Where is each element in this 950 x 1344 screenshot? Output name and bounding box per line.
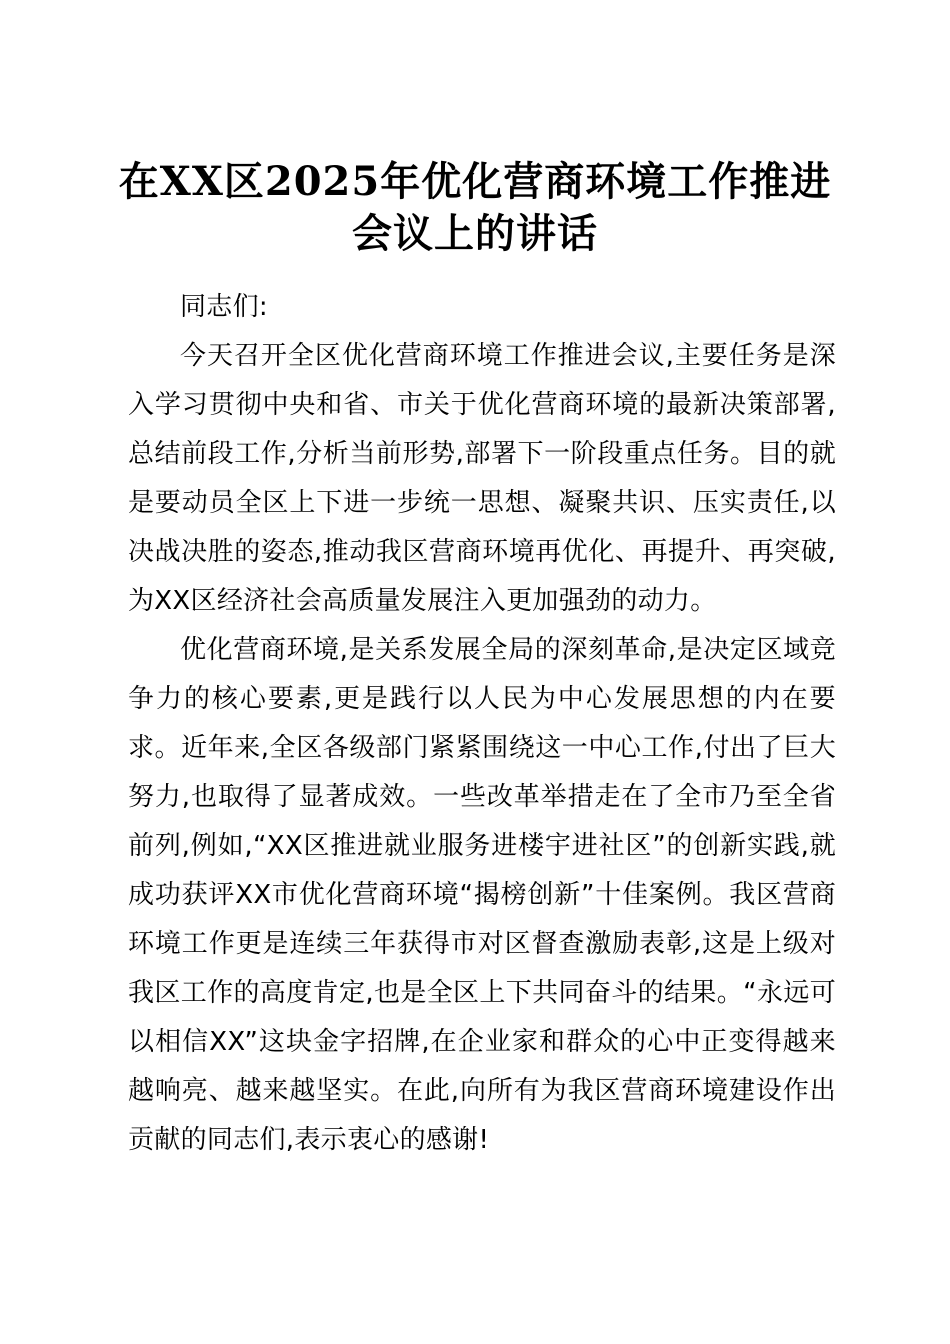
paragraph-2: 优化营商环境,是关系发展全局的深刻革命,是决定区域竞争力的核心要素,更是践行以人民为中心发展思想的内在要求。近年来,全区各级部门紧紧围绕这一中心工作,付出了巨大努力,也取得了显著成效。一些改革举措走在了全市乃至全省前列,例如,“XX区推进就业服务进楼宇进社区”的创新实践,就成功获评XX市优化营商环境“揭榜创新”十佳案例。我区营商环境工作更是连续三年获得市对区督查激励表彰,这是上级对我区工作的高度肯定,也是全区上下共同奋斗的结果。“永远可以相信XX”这块金字招牌,在企业家和群众的心中正变得越来越响亮、越来越坚实。在此,向所有为我区营商环境建设作出贡献的同志们,表示衷心的感谢! xyxy=(128,635,836,1155)
salutation: 同志们: xyxy=(180,292,268,322)
document-title: 在XX区2025年优化营商环境工作推进会议上的讲话 xyxy=(118,158,832,257)
paragraph-1: 今天召开全区优化营商环境工作推进会议,主要任务是深入学习贯彻中央和省、市关于优化营商环境的最新决策部署,总结前段工作,分析当前形势,部署下一阶段重点任务。目的就是要动员全区上下进一步统一思想、凝聚共识、压实责任,以决战决胜的姿态,推动我区营商环境再优化、再提升、再突破,为XX区经济社会高质量发展注入更加强劲的动力。 xyxy=(128,341,836,616)
document-body xyxy=(128,283,836,1165)
